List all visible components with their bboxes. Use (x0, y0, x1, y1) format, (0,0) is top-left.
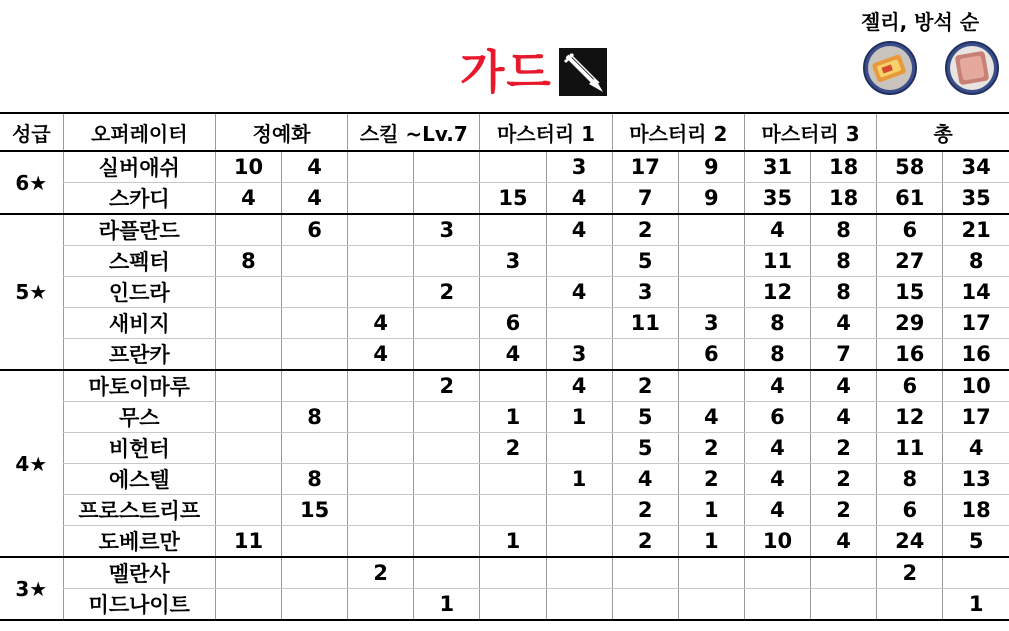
mastery2-jelly-cell: 7 (612, 183, 678, 215)
total-jelly-cell (877, 589, 943, 621)
elite-jelly-cell (215, 370, 281, 402)
header-mastery-2: 마스터리 2 (612, 113, 744, 151)
operator-name-cell: 스펙터 (63, 246, 215, 277)
elite-cushion-cell (282, 589, 348, 621)
grade-cell: 3★ (0, 557, 63, 620)
header-elite: 정예화 (215, 113, 347, 151)
operator-name-cell: 에스텔 (63, 464, 215, 495)
table-row (0, 246, 1009, 277)
mastery1-jelly-cell: 4 (480, 339, 546, 371)
operator-name-cell: 실버애쉬 (63, 151, 215, 183)
mastery3-jelly-cell: 4 (744, 370, 810, 402)
mastery3-jelly-cell: 8 (744, 339, 810, 371)
mastery1-cushion-cell: 4 (546, 214, 612, 246)
total-cushion-cell: 14 (943, 277, 1009, 308)
mastery1-cushion-cell: 4 (546, 183, 612, 215)
mastery3-cushion-cell: 8 (811, 246, 877, 277)
mastery3-cushion-cell: 8 (811, 214, 877, 246)
mastery2-jelly-cell: 4 (612, 464, 678, 495)
mastery1-cushion-cell: 3 (546, 151, 612, 183)
elite-cushion-cell (282, 433, 348, 464)
skill-jelly-cell (348, 495, 414, 526)
operator-name-cell: 도베르만 (63, 526, 215, 558)
mastery3-cushion-cell: 4 (811, 526, 877, 558)
total-cushion-cell: 16 (943, 339, 1009, 371)
mastery1-jelly-cell (480, 214, 546, 246)
total-jelly-cell: 11 (877, 433, 943, 464)
mastery1-cushion-cell (546, 308, 612, 339)
header-skill: 스킬 ~Lv.7 (348, 113, 480, 151)
table-row (0, 214, 1009, 246)
mastery1-jelly-cell: 1 (480, 402, 546, 433)
elite-jelly-cell (215, 433, 281, 464)
table-row (0, 339, 1009, 371)
mastery3-cushion-cell: 2 (811, 464, 877, 495)
total-cushion-cell: 10 (943, 370, 1009, 402)
mastery3-cushion-cell: 4 (811, 402, 877, 433)
mastery2-jelly-cell: 5 (612, 433, 678, 464)
total-cushion-cell: 1 (943, 589, 1009, 621)
mastery1-jelly-cell: 15 (480, 183, 546, 215)
mastery3-jelly-cell: 12 (744, 277, 810, 308)
mastery2-cushion-cell (678, 370, 744, 402)
operator-name-cell: 비헌터 (63, 433, 215, 464)
mastery3-cushion-cell: 18 (811, 183, 877, 215)
total-cushion-cell: 35 (943, 183, 1009, 215)
mastery3-cushion-cell: 4 (811, 308, 877, 339)
mastery3-jelly-cell: 4 (744, 495, 810, 526)
elite-jelly-cell (215, 402, 281, 433)
skill-jelly-cell (348, 433, 414, 464)
mastery1-cushion-cell (546, 526, 612, 558)
header-mastery-1: 마스터리 1 (480, 113, 612, 151)
mastery3-jelly-cell: 4 (744, 433, 810, 464)
mastery3-jelly-cell: 4 (744, 464, 810, 495)
mastery2-jelly-cell: 17 (612, 151, 678, 183)
mastery1-jelly-cell (480, 557, 546, 589)
elite-cushion-cell: 15 (282, 495, 348, 526)
mastery2-cushion-cell: 9 (678, 183, 744, 215)
operator-name-cell: 미드나이트 (63, 589, 215, 621)
table-row (0, 433, 1009, 464)
skill-cushion-cell (414, 526, 480, 558)
elite-cushion-cell: 4 (282, 183, 348, 215)
skill-jelly-cell: 2 (348, 557, 414, 589)
skill-cushion-cell: 2 (414, 277, 480, 308)
mastery1-cushion-cell (546, 246, 612, 277)
mastery1-jelly-cell: 2 (480, 433, 546, 464)
mastery1-jelly-cell (480, 277, 546, 308)
operator-name-cell: 라플란드 (63, 214, 215, 246)
table-row (0, 183, 1009, 215)
mastery3-jelly-cell: 35 (744, 183, 810, 215)
mastery3-cushion-cell: 18 (811, 151, 877, 183)
mastery1-jelly-cell (480, 589, 546, 621)
mastery2-jelly-cell (612, 557, 678, 589)
mastery3-cushion-cell (811, 557, 877, 589)
skill-cushion-cell (414, 183, 480, 215)
page-title: 가드 (460, 45, 553, 99)
elite-cushion-cell (282, 370, 348, 402)
skill-jelly-cell (348, 246, 414, 277)
mastery2-cushion-cell: 6 (678, 339, 744, 371)
elite-cushion-cell (282, 339, 348, 371)
skill-jelly-cell (348, 526, 414, 558)
mastery2-jelly-cell: 2 (612, 214, 678, 246)
skill-cushion-cell (414, 557, 480, 589)
elite-jelly-cell (215, 214, 281, 246)
total-cushion-cell (943, 557, 1009, 589)
skill-cushion-cell: 3 (414, 214, 480, 246)
table-row (0, 151, 1009, 183)
total-jelly-cell: 15 (877, 277, 943, 308)
table-row (0, 557, 1009, 589)
mastery3-cushion-cell: 2 (811, 495, 877, 526)
skill-jelly-cell: 4 (348, 339, 414, 371)
operator-name-cell: 무스 (63, 402, 215, 433)
mastery2-cushion-cell: 3 (678, 308, 744, 339)
mastery1-jelly-cell: 3 (480, 246, 546, 277)
mastery1-jelly-cell (480, 370, 546, 402)
mastery2-cushion-cell (678, 214, 744, 246)
skill-jelly-cell (348, 277, 414, 308)
mastery2-jelly-cell: 3 (612, 277, 678, 308)
skill-jelly-cell (348, 214, 414, 246)
skill-cushion-cell: 1 (414, 589, 480, 621)
total-jelly-cell: 6 (877, 370, 943, 402)
mastery1-cushion-cell (546, 589, 612, 621)
mastery3-jelly-cell: 11 (744, 246, 810, 277)
title-block (460, 44, 607, 100)
mastery2-cushion-cell: 2 (678, 433, 744, 464)
elite-jelly-cell (215, 339, 281, 371)
mastery1-jelly-cell (480, 151, 546, 183)
header-mastery-3: 마스터리 3 (744, 113, 876, 151)
table-row (0, 277, 1009, 308)
mastery3-cushion-cell: 8 (811, 277, 877, 308)
mastery2-jelly-cell (612, 589, 678, 621)
skill-jelly-cell (348, 151, 414, 183)
mastery1-cushion-cell (546, 557, 612, 589)
table-row (0, 402, 1009, 433)
mastery1-jelly-cell (480, 464, 546, 495)
elite-jelly-cell (215, 495, 281, 526)
operator-name-cell: 멜란사 (63, 557, 215, 589)
skill-jelly-cell (348, 183, 414, 215)
mastery2-jelly-cell: 2 (612, 526, 678, 558)
operator-name-cell: 프로스트리프 (63, 495, 215, 526)
total-jelly-cell: 2 (877, 557, 943, 589)
mastery1-jelly-cell: 6 (480, 308, 546, 339)
operator-name-cell: 마토이마루 (63, 370, 215, 402)
mastery3-cushion-cell (811, 589, 877, 621)
mastery1-cushion-cell: 3 (546, 339, 612, 371)
skill-jelly-cell (348, 589, 414, 621)
elite-cushion-cell (282, 308, 348, 339)
skill-jelly-cell (348, 370, 414, 402)
total-cushion-cell: 17 (943, 308, 1009, 339)
total-jelly-cell: 29 (877, 308, 943, 339)
mastery3-jelly-cell: 10 (744, 526, 810, 558)
elite-cushion-cell (282, 557, 348, 589)
mastery2-jelly-cell: 11 (612, 308, 678, 339)
total-jelly-cell: 24 (877, 526, 943, 558)
total-cushion-cell: 17 (943, 402, 1009, 433)
total-cushion-cell: 5 (943, 526, 1009, 558)
mastery3-jelly-cell: 6 (744, 402, 810, 433)
total-cushion-cell: 21 (943, 214, 1009, 246)
elite-cushion-cell (282, 526, 348, 558)
guard-material-table (0, 112, 1009, 621)
elite-cushion-cell: 8 (282, 402, 348, 433)
mastery3-cushion-cell: 7 (811, 339, 877, 371)
total-cushion-cell: 13 (943, 464, 1009, 495)
mastery2-cushion-cell: 1 (678, 495, 744, 526)
skill-cushion-cell (414, 433, 480, 464)
total-jelly-cell: 6 (877, 495, 943, 526)
table-header-row (0, 113, 1009, 151)
skill-jelly-cell: 4 (348, 308, 414, 339)
elite-cushion-cell (282, 246, 348, 277)
mastery3-cushion-cell: 2 (811, 433, 877, 464)
material-legend-label: 젤리, 방석 순 (860, 10, 980, 34)
mastery1-cushion-cell: 1 (546, 464, 612, 495)
table-body (0, 151, 1009, 620)
elite-jelly-cell: 8 (215, 246, 281, 277)
mastery2-jelly-cell (612, 339, 678, 371)
skill-cushion-cell (414, 308, 480, 339)
elite-jelly-cell: 10 (215, 151, 281, 183)
mastery3-jelly-cell: 31 (744, 151, 810, 183)
mastery1-jelly-cell (480, 495, 546, 526)
total-jelly-cell: 27 (877, 246, 943, 277)
elite-cushion-cell (282, 277, 348, 308)
elite-jelly-cell (215, 557, 281, 589)
operator-name-cell: 프란카 (63, 339, 215, 371)
operator-name-cell: 인드라 (63, 277, 215, 308)
mastery1-cushion-cell: 4 (546, 277, 612, 308)
header-total: 총 (877, 113, 1009, 151)
mastery2-cushion-cell (678, 277, 744, 308)
skill-cushion-cell: 2 (414, 370, 480, 402)
guard-class-icon (559, 48, 607, 96)
grade-cell: 6★ (0, 151, 63, 214)
total-jelly-cell: 6 (877, 214, 943, 246)
operator-name-cell: 스카디 (63, 183, 215, 215)
elite-jelly-cell (215, 589, 281, 621)
total-cushion-cell: 18 (943, 495, 1009, 526)
grade-cell: 4★ (0, 370, 63, 557)
total-cushion-cell: 34 (943, 151, 1009, 183)
header-grade: 성급 (0, 113, 63, 151)
mastery1-cushion-cell: 1 (546, 402, 612, 433)
total-cushion-cell: 4 (943, 433, 1009, 464)
elite-cushion-cell: 6 (282, 214, 348, 246)
mastery2-jelly-cell: 2 (612, 370, 678, 402)
operator-name-cell: 새비지 (63, 308, 215, 339)
skill-cushion-cell (414, 402, 480, 433)
table-row (0, 526, 1009, 558)
total-jelly-cell: 12 (877, 402, 943, 433)
skill-cushion-cell (414, 339, 480, 371)
mastery2-cushion-cell: 4 (678, 402, 744, 433)
elite-jelly-cell: 4 (215, 183, 281, 215)
total-jelly-cell: 8 (877, 464, 943, 495)
skill-jelly-cell (348, 402, 414, 433)
table-row (0, 589, 1009, 621)
mastery1-cushion-cell (546, 495, 612, 526)
skill-cushion-cell (414, 495, 480, 526)
table-row (0, 464, 1009, 495)
mastery2-jelly-cell: 5 (612, 246, 678, 277)
mastery3-jelly-cell (744, 557, 810, 589)
elite-jelly-cell (215, 464, 281, 495)
mastery2-cushion-cell (678, 557, 744, 589)
elite-jelly-cell: 11 (215, 526, 281, 558)
total-jelly-cell: 61 (877, 183, 943, 215)
table-row (0, 308, 1009, 339)
mastery2-cushion-cell (678, 246, 744, 277)
mastery1-cushion-cell (546, 433, 612, 464)
skill-cushion-cell (414, 151, 480, 183)
elite-cushion-cell: 4 (282, 151, 348, 183)
cushion-material-icon (944, 40, 1000, 96)
skill-cushion-cell (414, 246, 480, 277)
skill-cushion-cell (414, 464, 480, 495)
mastery1-jelly-cell: 1 (480, 526, 546, 558)
jelly-material-icon (862, 40, 918, 96)
mastery3-jelly-cell: 4 (744, 214, 810, 246)
elite-cushion-cell: 8 (282, 464, 348, 495)
mastery3-cushion-cell: 4 (811, 370, 877, 402)
table-row (0, 495, 1009, 526)
mastery1-cushion-cell: 4 (546, 370, 612, 402)
mastery2-cushion-cell: 1 (678, 526, 744, 558)
mastery2-cushion-cell: 2 (678, 464, 744, 495)
total-jelly-cell: 58 (877, 151, 943, 183)
total-cushion-cell: 8 (943, 246, 1009, 277)
table-row (0, 370, 1009, 402)
mastery3-jelly-cell (744, 589, 810, 621)
mastery2-cushion-cell (678, 589, 744, 621)
mastery2-cushion-cell: 9 (678, 151, 744, 183)
elite-jelly-cell (215, 277, 281, 308)
grade-cell: 5★ (0, 214, 63, 370)
mastery3-jelly-cell: 8 (744, 308, 810, 339)
header-operator: 오퍼레이터 (63, 113, 215, 151)
mastery2-jelly-cell: 2 (612, 495, 678, 526)
skill-jelly-cell (348, 464, 414, 495)
mastery2-jelly-cell: 5 (612, 402, 678, 433)
elite-jelly-cell (215, 308, 281, 339)
total-jelly-cell: 16 (877, 339, 943, 371)
